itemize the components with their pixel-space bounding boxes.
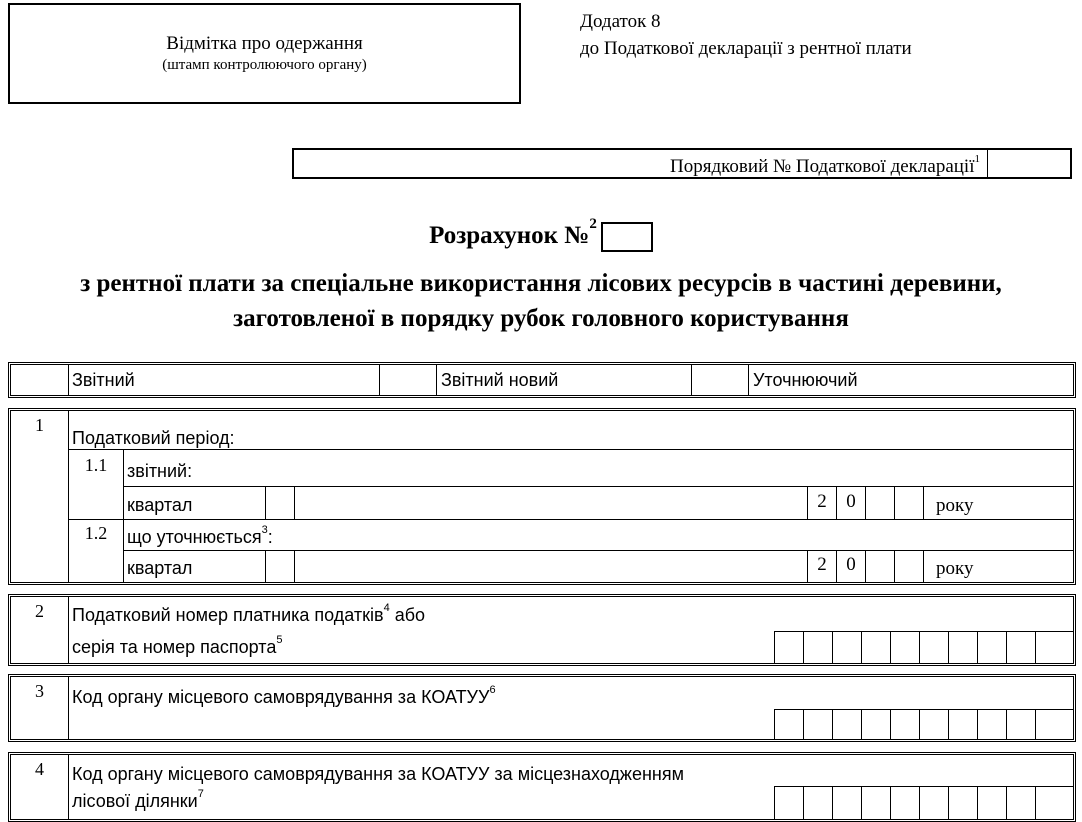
year-digit[interactable]: 2: [807, 487, 836, 519]
sequence-number-box: [292, 148, 1072, 179]
digit-cell[interactable]: [861, 632, 890, 663]
subtitle-line1: з рентної плати за спеціальне використання лісових ресурсів в частині деревини,: [80, 270, 1002, 297]
addendum-note: [580, 8, 912, 62]
subsection-1-1-label: звітний:: [127, 461, 193, 481]
digit-cell[interactable]: [832, 710, 861, 739]
section1-number: 1: [35, 415, 44, 435]
year-digit[interactable]: 0: [836, 487, 865, 519]
digit-cell[interactable]: [803, 787, 832, 819]
section4-line1: Код органу місцевого самоврядування за КОАТУУ за місцезнаходженням: [72, 764, 684, 784]
taxpayer-number-grid[interactable]: [774, 632, 1064, 663]
quarter-field-1-2[interactable]: [266, 550, 294, 582]
section-taxpayer-number: [8, 594, 1076, 666]
digit-cell[interactable]: [861, 710, 890, 739]
subtitle-line2: заготовленої в порядку рубок головного користування: [233, 305, 849, 332]
digit-cell[interactable]: [803, 632, 832, 663]
digit-cell[interactable]: [919, 710, 948, 739]
section2-line1: Податковий номер платника податків$^4$ або: [72, 602, 426, 625]
digit-cell[interactable]: [832, 632, 861, 663]
digit-cell[interactable]: [948, 632, 977, 663]
section-koatuu: [8, 674, 1076, 742]
digit-cell[interactable]: [977, 632, 1006, 663]
subsection-1-2-number: 1.2: [84, 523, 108, 543]
section4-line2: лісової ділянки$^7$: [72, 788, 204, 811]
report-type-regular-checkbox[interactable]: [380, 365, 436, 395]
calculation-number-field[interactable]: [601, 222, 653, 252]
digit-cell[interactable]: [803, 710, 832, 739]
section4-number: 4: [35, 759, 44, 779]
page-subtitle: [0, 266, 1082, 336]
section-koatuu-forest: [8, 752, 1076, 822]
year-digit[interactable]: [865, 487, 894, 519]
digit-cell[interactable]: [919, 787, 948, 819]
section3-label: Код органу місцевого самоврядування за КОАТУУ$^6$: [72, 684, 496, 707]
subsection-1-2-label: що уточнюється$^3$:: [127, 524, 273, 547]
digit-cell[interactable]: [890, 787, 919, 819]
addendum-line2: до Податкової декларації з рентної плати: [580, 38, 912, 59]
digit-cell[interactable]: [774, 787, 803, 819]
addendum-line1: Додаток 8: [580, 11, 661, 32]
stamp-subtitle: (штамп контролюючого органу): [162, 57, 367, 73]
digit-cell[interactable]: [948, 710, 977, 739]
year-digit[interactable]: [894, 550, 923, 582]
sequence-number-field[interactable]: [987, 150, 988, 177]
year-digit[interactable]: 0: [836, 550, 865, 582]
year-digit[interactable]: 2: [807, 550, 836, 582]
koatuu-code-grid[interactable]: [774, 710, 1064, 739]
digit-cell[interactable]: [977, 710, 1006, 739]
stamp-title: Відмітка про одержання: [166, 33, 363, 54]
year-label-1-2: року: [936, 558, 974, 579]
section2-line2: серія та номер паспорта$^5$: [72, 634, 283, 657]
digit-cell[interactable]: [890, 632, 919, 663]
digit-cell[interactable]: [1006, 787, 1035, 819]
digit-cell[interactable]: [977, 787, 1006, 819]
quarter-label-1-1: квартал: [127, 495, 193, 515]
digit-cell[interactable]: [1035, 710, 1064, 739]
section2-number: 2: [35, 601, 44, 621]
report-type-clarifying: Уточнюючий: [753, 370, 858, 390]
page-title: Розрахунок №$^2$: [0, 222, 1082, 252]
digit-cell[interactable]: [861, 787, 890, 819]
section1-label: Податковий період:: [72, 428, 235, 448]
section-tax-period: [8, 408, 1076, 585]
digit-cell[interactable]: [774, 632, 803, 663]
sequence-label: Порядковий № Податкової декларації$^1$: [670, 153, 980, 177]
digit-cell[interactable]: [774, 710, 803, 739]
digit-cell[interactable]: [1006, 632, 1035, 663]
stamp-box: [8, 3, 521, 104]
section3-number: 3: [35, 681, 44, 701]
year-digit[interactable]: [894, 487, 923, 519]
digit-cell[interactable]: [948, 787, 977, 819]
digit-cell[interactable]: [1006, 710, 1035, 739]
digit-cell[interactable]: [832, 787, 861, 819]
report-type-row: [8, 362, 1076, 398]
report-type-regular: Звітний: [72, 370, 135, 390]
digit-cell[interactable]: [890, 710, 919, 739]
koatuu-forest-code-grid[interactable]: [774, 787, 1064, 819]
digit-cell[interactable]: [1035, 787, 1064, 819]
digit-cell[interactable]: [1035, 632, 1064, 663]
report-type-new: Звітний новий: [441, 370, 559, 390]
report-type-new-checkbox[interactable]: [692, 365, 748, 395]
quarter-field-1-1[interactable]: [266, 486, 294, 519]
year-grid-1-2[interactable]: [807, 550, 924, 582]
quarter-label-1-2: квартал: [127, 558, 193, 578]
year-grid-1-1[interactable]: [807, 487, 924, 519]
subsection-1-1-number: 1.1: [84, 455, 108, 475]
year-digit[interactable]: [865, 550, 894, 582]
digit-cell[interactable]: [919, 632, 948, 663]
year-label-1-1: року: [936, 495, 974, 516]
